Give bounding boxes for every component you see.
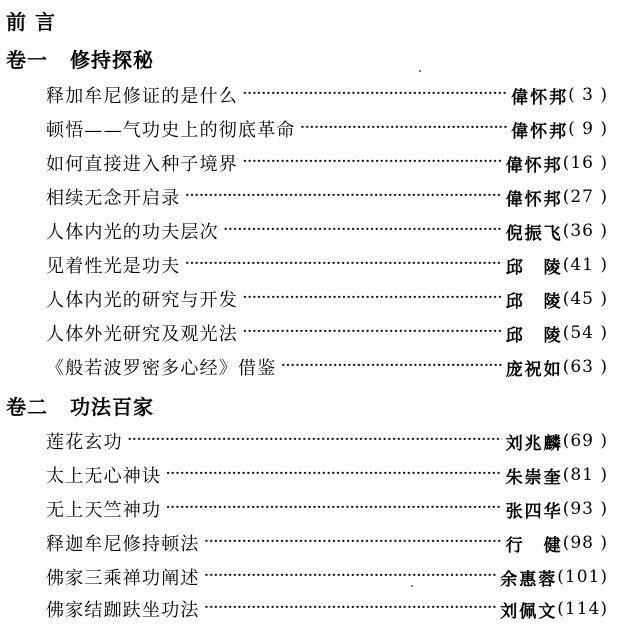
dot-leader <box>280 354 501 380</box>
toc-entry[interactable] <box>46 462 608 488</box>
entry-page: (101) <box>557 567 608 587</box>
toc-entry[interactable] <box>46 564 608 590</box>
volume1-title: 修持探秘 <box>70 48 154 72</box>
entry-author: 邱 陵 <box>505 325 563 346</box>
entry-title: 人体内光的功夫层次 <box>46 222 219 243</box>
toc-entry[interactable] <box>46 116 608 142</box>
entry-page: (81 ) <box>562 465 608 485</box>
entry-author: 朱崇奎 <box>505 467 563 488</box>
toc-entry[interactable] <box>46 252 608 278</box>
entry-page: (41 ) <box>562 255 608 275</box>
volume2-title: 功法百家 <box>70 395 154 419</box>
dot-leader <box>165 496 501 522</box>
dot-leader <box>300 116 508 142</box>
entry-author: 庞祝如 <box>505 359 563 380</box>
entry-page: (93 ) <box>562 499 608 519</box>
entry-title: 顿悟——气功史上的彻底革命 <box>46 120 296 141</box>
entry-author: 偉怀邦 <box>505 155 563 176</box>
entry-author: 偉怀邦 <box>511 87 569 108</box>
entry-author: 偉怀邦 <box>511 121 569 142</box>
volume1-heading <box>6 44 154 73</box>
scan-speck <box>411 585 413 587</box>
toc-entry[interactable] <box>46 286 608 312</box>
toc-entry[interactable] <box>46 218 608 244</box>
entry-page: (114) <box>557 599 608 619</box>
entry-title: 释加牟尼修证的是什么 <box>46 86 238 107</box>
entry-page: ( 9 ) <box>568 119 608 139</box>
toc-entry[interactable] <box>46 82 608 108</box>
toc-entry[interactable] <box>46 428 608 454</box>
toc-entry[interactable] <box>46 354 608 380</box>
entry-title: 如何直接进入种子境界 <box>46 154 238 175</box>
entry-title: 太上无心神诀 <box>46 466 162 487</box>
entry-title: 人体内光的研究与开发 <box>46 290 238 311</box>
entry-page: (54 ) <box>562 323 608 343</box>
entry-title: 释迦牟尼修持顿法 <box>46 534 200 555</box>
entry-author: 偉怀邦 <box>505 189 563 210</box>
dot-leader <box>223 218 502 244</box>
toc-entry[interactable] <box>46 184 608 210</box>
entry-author: 余惠蓉 <box>500 569 558 590</box>
entry-author: 行 健 <box>505 535 563 556</box>
entry-page: (98 ) <box>562 533 608 553</box>
toc-entry[interactable] <box>46 596 608 622</box>
entry-title: 佛家三乘禅功阐述 <box>46 568 200 589</box>
entry-title: 莲花玄功 <box>46 432 123 453</box>
entry-title: 佛家结跏趺坐功法 <box>46 600 200 621</box>
volume2-heading <box>6 391 154 420</box>
dot-leader <box>184 184 501 210</box>
entry-title: 见着性光是功夫 <box>46 256 181 277</box>
entry-page: (27 ) <box>562 187 608 207</box>
entry-author: 刘佩文 <box>500 601 558 622</box>
entry-title: 人体外光研究及观光法 <box>46 324 238 345</box>
volume2-label: 卷二 <box>6 395 48 419</box>
dot-leader <box>204 596 497 622</box>
dot-leader <box>204 564 497 590</box>
volume1-label: 卷一 <box>6 48 48 72</box>
entry-title: 相续无念开启录 <box>46 188 181 209</box>
dot-leader <box>165 462 501 488</box>
dot-leader <box>184 252 501 278</box>
entry-page: (16 ) <box>562 153 608 173</box>
entry-author: 倪振飞 <box>505 223 563 244</box>
entry-page: (45 ) <box>562 289 608 309</box>
entry-page: (69 ) <box>562 431 608 451</box>
dot-leader <box>242 320 502 346</box>
entry-title: 《般若波罗密多心经》借鉴 <box>46 358 277 379</box>
entry-page: (36 ) <box>562 221 608 241</box>
dot-leader <box>127 428 502 454</box>
toc-entry[interactable] <box>46 530 608 556</box>
entry-author: 邱 陵 <box>505 291 563 312</box>
entry-author: 刘兆麟 <box>505 433 563 454</box>
entry-author: 张四华 <box>505 501 563 522</box>
scan-speck <box>419 70 421 72</box>
dot-leader <box>242 150 502 176</box>
toc-entry[interactable] <box>46 320 608 346</box>
entry-author: 邱 陵 <box>505 257 563 278</box>
dot-leader <box>204 530 502 556</box>
toc-entry[interactable] <box>46 496 608 522</box>
preface-label: 前 言 <box>6 10 56 34</box>
entry-page: ( 3 ) <box>568 85 608 105</box>
toc-entry[interactable] <box>46 150 608 176</box>
dot-leader <box>242 286 502 312</box>
dot-leader <box>242 82 507 108</box>
entry-page: (63 ) <box>562 357 608 377</box>
entry-title: 无上天竺神功 <box>46 500 162 521</box>
preface-heading <box>6 6 56 35</box>
